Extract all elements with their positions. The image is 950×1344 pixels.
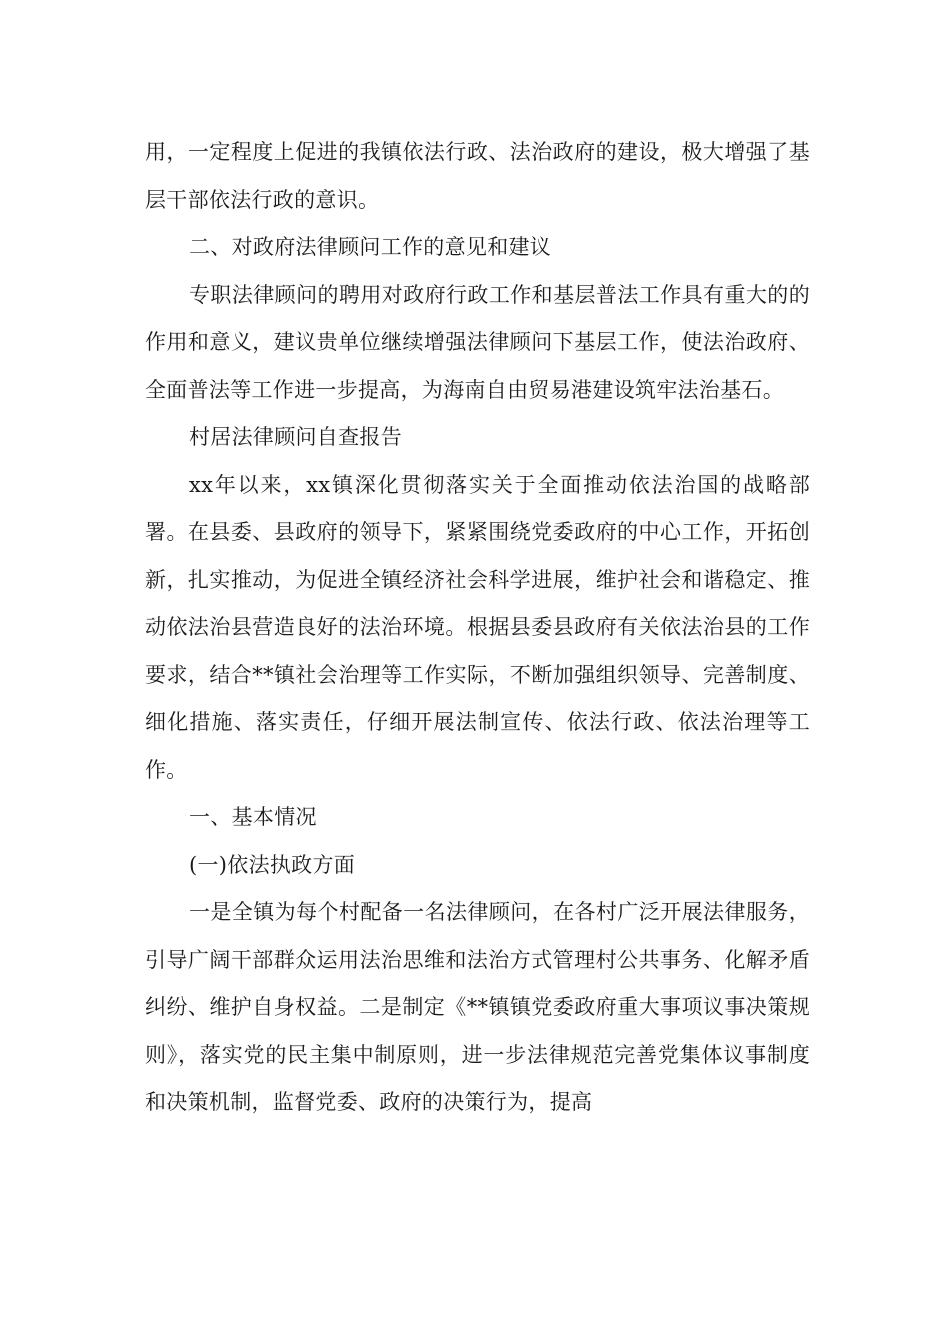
section-heading-opinions: 二、对政府法律顾问工作的意见和建议 (189, 235, 552, 259)
document-body (145, 129, 810, 1127)
paragraph-governance: 一是全镇为每个村配备一名法律顾问，在各村广泛开展法律服务，引导广阔干部群众运用法治思维和法治方式管理村公共事务、化解矛盾纠纷、维护自身权益。二是制定《**镇镇党委政府重大事项议事决策规则》，落实党的民主集中制原则，进一步法律规范完善党集体议事制度和决策机制，监督党委、政府的决策行为，提高 (145, 900, 810, 1114)
paragraph-intro: xx年以来，xx镇深化贯彻落实关于全面推动依法治国的战略部署。在县委、县政府的领导下，紧紧围绕党委政府的中心工作，开拓创新，扎实推动，为促进全镇经济社会科学进展，维护社会和谐稳定、推动依法治县营造良好的法治环境。根据县委县政府有关依法治县的工作要求，结合**镇社会治理等工作实际，不断加强组织领导、完善制度、细化措施、落实责任，仔细开展法制宣传、依法行政、依法治理等工作。 (145, 472, 810, 782)
paragraph-suggestions: 专职法律顾问的聘用对政府行政工作和基层普法工作具有重大的的作用和意义，建议贵单位继续增强法律顾问下基层工作，使法治政府、全面普法等工作进一步提高，为海南自由贸易港建设筑牢法治基石。 (145, 282, 810, 402)
section-heading-basic: 一、基本情况 (189, 805, 317, 829)
subsection-heading-governance: (一)依法执政方面 (189, 852, 356, 877)
paragraph-continuation: 用，一定程度上促进的我镇依法行政、法治政府的建设，极大增强了基层干部依法行政的意识。 (145, 140, 810, 212)
report-title: 村居法律顾问自查报告 (189, 425, 402, 449)
